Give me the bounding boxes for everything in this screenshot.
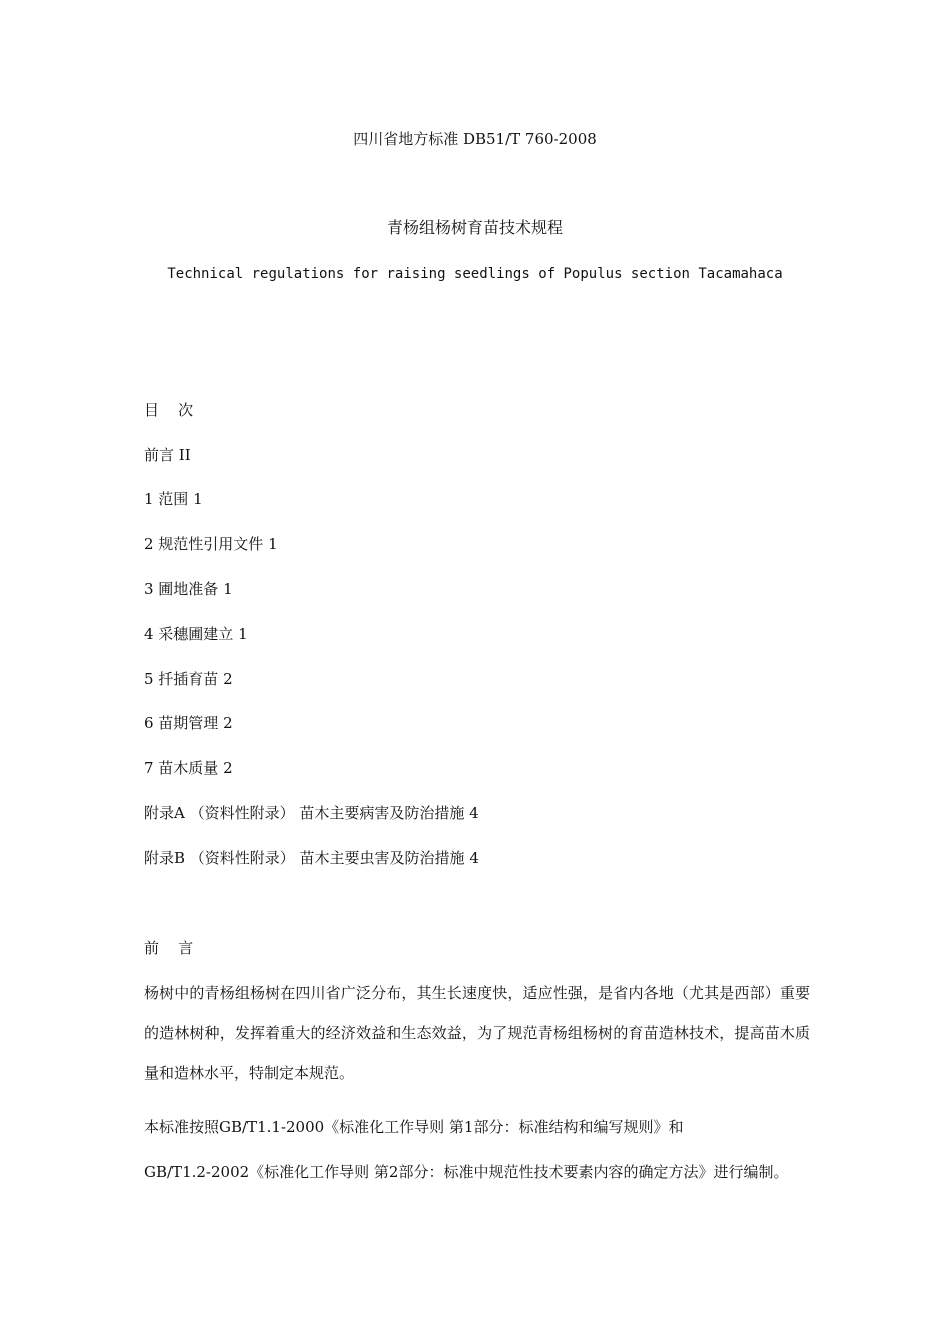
toc-item[interactable]: 1 范围 1 xyxy=(144,490,203,508)
foreword-paragraph-2-rest: GB/T1.2-2002《标准化工作导则 第2部分：标准中规范性技术要素内容的确定方法》进行编制。 xyxy=(144,1163,789,1181)
document-title-cn: 青杨组杨树育苗技术规程 xyxy=(386,218,563,237)
toc-item[interactable]: 5 扦插育苗 2 xyxy=(144,670,233,688)
foreword-paragraph-1: 杨树中的青杨组杨树在四川省广泛分布，其生长速度快，适应性强，是省内各地（尤其是西部）重要的造林树种，发挥着重大的经济效益和生态效益，为了规范青杨组杨树的育苗造林技术，提高苗木质量和造林水平，特制定本规范。 xyxy=(144,984,810,1082)
toc-heading: 目 次 xyxy=(144,401,194,419)
foreword-paragraph-2-line-1: 本标准按照GB/T1.1-2000《标准化工作导则 第1部分：标准结构和编写规则》和 xyxy=(144,1118,684,1136)
toc-item[interactable]: 4 采穗圃建立 1 xyxy=(144,625,248,643)
document-title-en: Technical regulations for raising seedlings of Populus section Tacamahaca xyxy=(167,266,783,282)
toc-item[interactable]: 附录A （资料性附录） 苗木主要病害及防治措施 4 xyxy=(144,804,479,822)
toc-item[interactable]: 6 苗期管理 2 xyxy=(144,714,233,732)
toc-item[interactable]: 附录B （资料性附录） 苗木主要虫害及防治措施 4 xyxy=(144,849,479,867)
toc-item[interactable]: 3 圃地准备 1 xyxy=(144,580,233,598)
foreword-heading: 前 言 xyxy=(144,939,194,957)
toc-item[interactable]: 前言 II xyxy=(144,446,191,464)
toc-item[interactable]: 7 苗木质量 2 xyxy=(144,759,233,777)
toc-item[interactable]: 2 规范性引用文件 1 xyxy=(144,535,278,553)
standard-number: 四川省地方标准 DB51/T 760-2008 xyxy=(353,130,597,148)
